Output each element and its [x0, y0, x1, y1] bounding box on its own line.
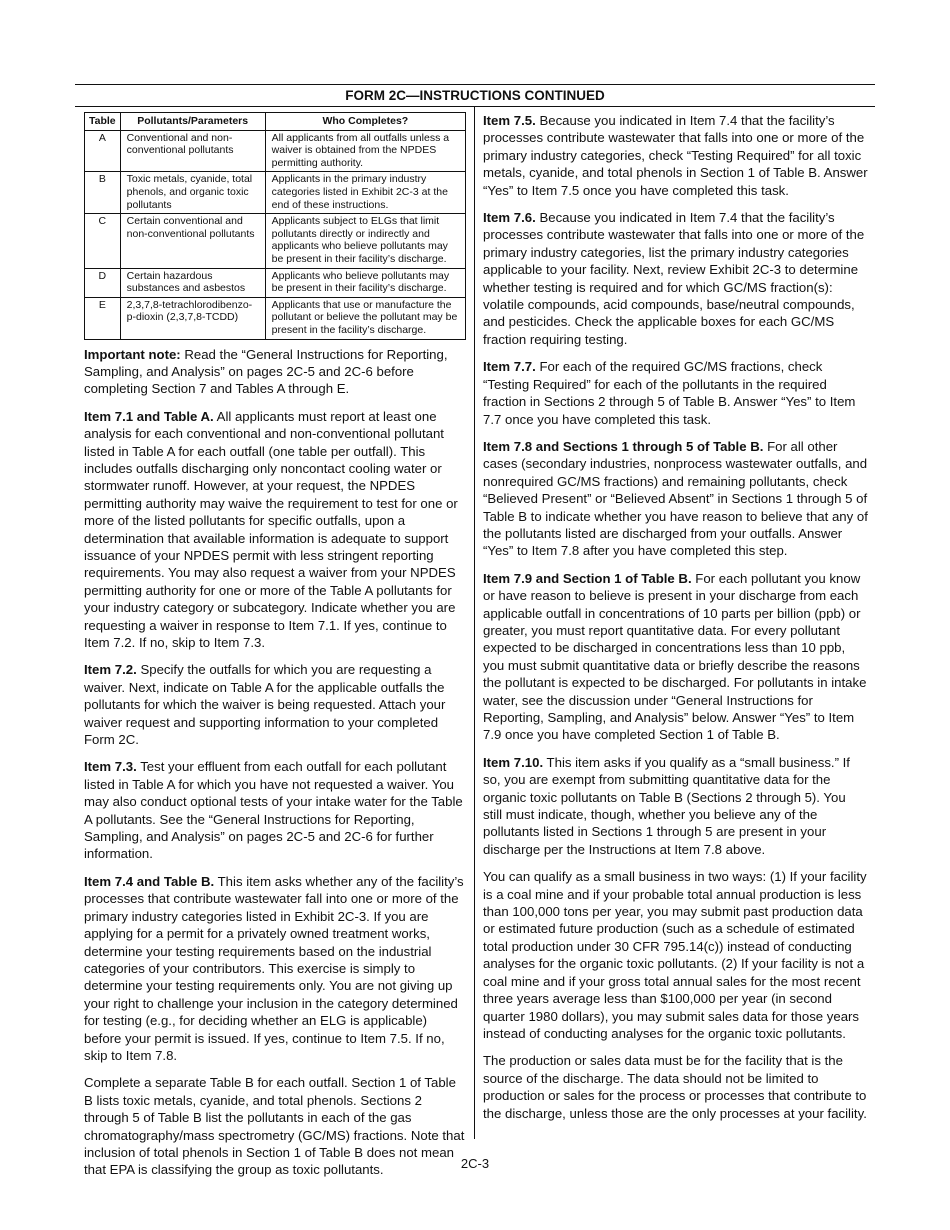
table-row [85, 172, 466, 214]
paragraph-text: Because you indicated in Item 7.4 that the facility’s processes contribute wastewater that falls into one or more of the primary industry categories, list the primary industry categories applicable to your facility. Next, review Exhibit 2C-3 to determine whether testing is required and for which GC/MS fraction(s): volatile compounds, acid compounds, base/neutral compounds, and pesticides. Check the applicable boxes for each GC/MS fraction requiring testing. [483, 210, 865, 347]
paragraph-lead: Item 7.8 and Sections 1 through 5 of Table B. [483, 438, 764, 454]
table-row [85, 297, 466, 339]
page-number: 2C-3 [460, 1156, 490, 1171]
table-code-cell: D [85, 268, 121, 297]
item-7-1-paragraph [84, 408, 466, 652]
header-top-rule [75, 84, 875, 85]
who-completes-cell: Applicants in the primary industry categories listed in Exhibit 2C-3 at the end of these instructions. [265, 172, 465, 214]
item-7-5-paragraph [483, 112, 868, 199]
paragraph-lead: Item 7.7. [483, 359, 536, 375]
paragraph-lead: Item 7.3. [84, 759, 137, 775]
paragraph-text: Test your effluent from each outfall for each pollutant listed in Table A for which you have not requested a waiver. You may also conduct optional tests of your intake water for the Table A pollutants. See the “General Instructions for Reporting, Sampling, and Analysis” on pages 2C-5 and 2C-6 for further information. [84, 759, 463, 862]
pollutants-cell: Toxic metals, cyanide, total phenols, and organic toxic pollutants [120, 172, 265, 214]
paragraph-text: This item asks if you qualify as a “small business.” If so, you are exempt from submitting quantitative data for the organic toxic pollutants on Table B (Sections 2 through 5). You still must indicate, though, whether you believe any of the pollutants listed in Sections 1 through 5 are present in your discharge per the Instructions at Item 7.8 above. [483, 754, 850, 857]
table-code-cell: E [85, 297, 121, 339]
who-completes-cell: Applicants that use or manufacture the pollutant or believe the pollutant may be present in the facility’s discharge. [265, 297, 465, 339]
paragraph-text: You can qualify as a small business in two ways: (1) If your facility is a coal mine and if your probable total annual production is less than 100,000 tons per year, you may submit past production data or estimated future production (such as a schedule of estimated total production under 30 CFR 795.14(c)) instead of conducting analyses for the organic toxic pollutants. (2) If your facility is not a coal mine and if your gross total annual sales for the most recent three years average less than $100,000 per year (in second quarter 1980 dollars), you may submit sales data for those years instead of conducting analyses for the organic toxic pollutants. [483, 869, 867, 1041]
item-7-10-paragraph [483, 754, 868, 858]
table-code-cell: C [85, 214, 121, 268]
table-header-table: Table [85, 113, 121, 131]
production-data-paragraph [483, 1052, 868, 1122]
paragraph-text: The production or sales data must be for the facility that is the source of the discharge. The data should not be limited to production or sales for the process or processes that contribute to the discharge, unless those are the only processes at your facility. [483, 1053, 867, 1121]
page-title: FORM 2C—INSTRUCTIONS CONTINUED [345, 88, 605, 103]
item-7-3-paragraph [84, 758, 466, 862]
table-header-row [85, 113, 466, 131]
who-completes-cell: Applicants subject to ELGs that limit pollutants directly or indirectly and applicants who believe pollutants may be present in their facility’s discharge. [265, 214, 465, 268]
table-row [85, 130, 466, 172]
paragraph-text: Read the “General Instructions for Reporting, Sampling, and Analysis” on pages 2C-5 and 2C-6 before completing Section 7 and Tables A through E. [84, 346, 448, 397]
pollutants-cell: Conventional and non-conventional pollutants [120, 130, 265, 172]
paragraph-text: This item asks whether any of the facility’s processes that contribute wastewater fall into one or more of the primary industry categories listed in Exhibit 2C-3. If you are applying for a permit for a privately owned treatment works, determine your testing requirements based on the industrial categories of your contributors. This exercise is simply to determine your testing requirements only. You are not giving up your right to challenge your inclusion in the category determined for testing (e.g., for deciding whether an ELG is applicable) before your permit is issued. If yes, continue to Item 7.5. If no, skip to Item 7.8. [84, 873, 464, 1063]
paragraph-text: Specify the outfalls for which you are requesting a waiver. Next, indicate on Table A for the applicable outfalls the pollutants for which the waiver is being requested. Attach your waiver request and supporting information to your completed Form 2C. [84, 662, 446, 748]
item-7-9-paragraph [483, 570, 868, 744]
who-completes-table [84, 112, 466, 340]
table-code-cell: A [85, 130, 121, 172]
item-7-7-paragraph [483, 358, 868, 428]
table-row [85, 214, 466, 268]
table-row [85, 268, 466, 297]
item-7-2-paragraph [84, 661, 466, 748]
paragraph-text: Because you indicated in Item 7.4 that the facility’s processes contribute wastewater that falls into one or more of the primary industry categories, check “Testing Required” for all toxic metals, cyanide, and total phenols in Section 1 of Table B. Answer “Yes” to Item 7.5 once you have completed this task. [483, 113, 868, 198]
header-bottom-rule [75, 106, 875, 107]
pollutants-cell: Certain conventional and non-conventional pollutants [120, 214, 265, 268]
item-7-8-paragraph [483, 438, 868, 560]
paragraph-text: For each of the required GC/MS fractions, check “Testing Required” for each of the pollutants in the required fraction in Sections 2 through 5 of Table B. Answer “Yes” to Item 7.7 once you have completed this task. [483, 359, 856, 427]
paragraph-lead: Item 7.9 and Section 1 of Table B. [483, 570, 692, 586]
table-code-cell: B [85, 172, 121, 214]
pollutants-cell: 2,3,7,8-tetrachlorodibenzo-p-dioxin (2,3,7,8-TCDD) [120, 297, 265, 339]
paragraph-lead: Item 7.4 and Table B. [84, 873, 215, 889]
item-7-4-paragraph [84, 873, 466, 1064]
left-column [84, 112, 466, 1189]
paragraph-text: Complete a separate Table B for each outfall. Section 1 of Table B lists toxic metals, cyanide, and total phenols. Sections 2 through 5 of Table B list the pollutants in each of the gas chromatography/mass spectrometry (GC/MS) fractions. Note that inclusion of total phenols in Section 1 of Table B does not mean that EPA is classifying the group as toxic pollutants. [84, 1075, 465, 1178]
paragraph-text: For each pollutant you know or have reason to believe is present in your discharge from each applicable outfall in concentrations of 10 parts per billion (ppb) or greater, you must report quantitative data. For every pollutant expected to be discharged in concentrations less than 10 ppb, you must submit quantitative data or briefly describe the reasons the pollutant is expected to be discharged. For pollutants in intake water, see the discussion under “General Instructions for Reporting, Sampling, and Analysis” below. Answer “Yes” to Item 7.9 once you have completed Section 1 of Table B. [483, 570, 867, 743]
table-header-who: Who Completes? [265, 113, 465, 131]
paragraph-lead: Item 7.10. [483, 754, 544, 770]
paragraph-lead: Item 7.2. [84, 662, 137, 678]
pollutants-cell: Certain hazardous substances and asbestos [120, 268, 265, 297]
who-completes-cell: All applicants from all outfalls unless a waiver is obtained from the NPDES permitting authority. [265, 130, 465, 172]
paragraph-lead: Item 7.5. [483, 113, 536, 128]
right-column [483, 112, 868, 1132]
who-completes-cell: Applicants who believe pollutants may be present in their facility’s discharge. [265, 268, 465, 297]
paragraph-text: For all other cases (secondary industries, nonprocess wastewater outfalls, and nonrequired GC/MS fractions) and remaining pollutants, check “Believed Present” or “Believed Absent” in Sections 1 through 5 of Table B to indicate whether you have reason to believe that any of the pollutants listed are discharged from your outfalls. Answer “Yes” to Item 7.8 after you have completed this step. [483, 438, 868, 559]
paragraph-lead: Item 7.6. [483, 210, 536, 226]
column-divider [474, 107, 475, 1139]
item-7-6-paragraph [483, 209, 868, 348]
paragraph-lead: Item 7.1 and Table A. [84, 408, 214, 424]
table-header-pollutants: Pollutants/Parameters [120, 113, 265, 131]
important-note-paragraph [84, 346, 466, 398]
small-business-paragraph [483, 868, 868, 1042]
paragraph-lead: Important note: [84, 346, 181, 362]
paragraph-text: All applicants must report at least one analysis for each conventional and non-conventional pollutant listed in Table A for each outfall (one table per outfall). This includes outfalls discharging only noncontact cooling water or stormwater runoff. However, at your request, the NPDES permitting authority may waive the requirement to test for one or more of the listed pollutants for specific outfalls, upon a determination that available information is adequate to support issuance of your NPDES permit with less stringent reporting requirements. You may also request a waiver from your NPDES permitting authority for one or more of the Table A pollutants for your industry category or subcategory. Indicate whether you are requesting a waiver in response to Item 7.1. If yes, continue to Item 7.2. If no, skip to Item 7.3. [84, 408, 458, 650]
